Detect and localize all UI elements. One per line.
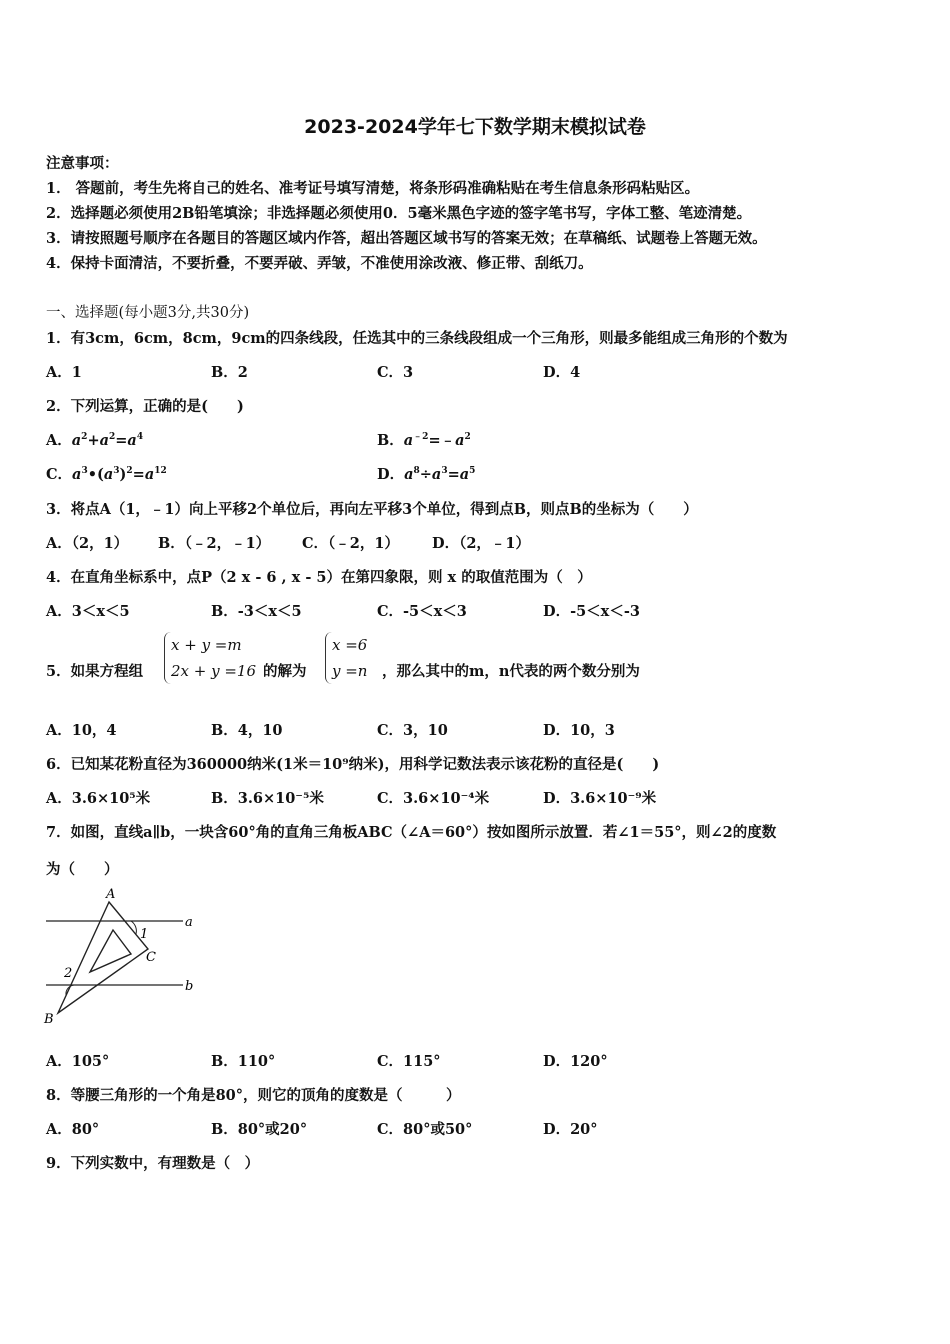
q5-suffix: ，那么其中的m，n代表的两个数分别为 <box>382 663 640 680</box>
q2-option-b-formula: $a^{﹣2}=﹣a^2$ <box>403 432 471 449</box>
q5-equation-1: x + y =m <box>171 636 242 654</box>
q8-option-d: D．20° <box>543 1121 598 1138</box>
q1-option-b: B．2 <box>211 364 248 381</box>
q2-stem: 2．下列运算，正确的是( ) <box>46 398 244 415</box>
label-A: A <box>106 887 116 902</box>
q5-option-b: B．4，10 <box>211 722 283 739</box>
notice-item-1: 1． 答题前，考生先将自己的姓名、准考证号填写清楚，将条形码准确粘贴在考生信息条形码粘贴区。 <box>46 180 700 197</box>
label-b: b <box>185 979 194 994</box>
q6-stem: 6．已知某花粉直径为360000纳米(1米＝10⁹纳米)，用科学记数法表示该花粉的直径是( ) <box>46 756 660 773</box>
q7-stem-line-1: 7．如图，直线a∥b，一块含60°角的直角三角板ABC（∠A＝60°）按如图所示放置．若∠1＝55°，则∠2的度数 <box>46 824 777 841</box>
q7-figure <box>40 885 210 1030</box>
q5-option-c: C．3，10 <box>377 722 448 739</box>
q6-option-a: A．3.6×10⁵米 <box>46 790 151 807</box>
q8-option-b: B．80°或20° <box>211 1121 308 1138</box>
label-angle-2: 2 <box>64 966 73 981</box>
q5-prefix: 5．如果方程组 <box>46 663 144 680</box>
q2-option-b-label: B． <box>377 432 404 449</box>
q7-stem-line-2: 为（ ） <box>46 861 119 878</box>
q4-option-a: A．3＜x＜5 <box>46 603 130 620</box>
q4-option-b: B．-3＜x＜5 <box>211 603 302 620</box>
q5-option-d: D．10，3 <box>543 722 615 739</box>
section-heading: 一、选择题(每小题3分,共30分) <box>46 305 250 321</box>
q5-solution-2: y =n <box>332 662 368 680</box>
q1-option-d: D．4 <box>543 364 581 381</box>
q4-stem: 4．在直角坐标系中，点P（2 x - 6 , x - 5）在第四象限，则 x 的取值范围为（ ） <box>46 569 592 586</box>
q8-option-c: C．80°或50° <box>377 1121 473 1138</box>
q5-middle: 的解为 <box>263 663 307 680</box>
q7-option-b: B．110° <box>211 1053 276 1070</box>
q6-option-b: B．3.6×10⁻⁵米 <box>211 790 324 807</box>
notice-item-4: 4．保持卡面清洁，不要折叠，不要弄破、弄皱，不准使用涂改液、修正带、刮纸刀。 <box>46 255 593 272</box>
q2-option-c-formula: $a^3•(a^3)^2=a^{12}$ <box>72 466 167 483</box>
outer-triangle <box>58 902 148 1013</box>
q6-option-d: D．3.6×10⁻⁹米 <box>543 790 657 807</box>
label-B: B <box>44 1012 54 1027</box>
q1-option-c: C．3 <box>377 364 414 381</box>
q4-option-c: C．-5＜x＜3 <box>377 603 467 620</box>
q8-option-a: A．80° <box>46 1121 100 1138</box>
q2-option-b <box>377 429 471 450</box>
notice-item-2: 2．选择题必须使用2B铅笔填涂；非选择题必须使用0．5毫米黑色字迹的签字笔书写，字体工整、笔迹清楚。 <box>46 205 752 222</box>
q9-stem: 9．下列实数中，有理数是（ ） <box>46 1155 260 1172</box>
page-title: 2023-2024学年七下数学期末模拟试卷 <box>304 116 646 138</box>
q2-option-d <box>377 463 475 484</box>
q2-option-a <box>46 429 143 450</box>
q2-option-d-label: D． <box>377 466 405 483</box>
q2-option-a-formula: $a^2+a^2=a^4$ <box>71 432 144 449</box>
notice-item-3: 3．请按照题号顺序在各题目的答题区域内作答，超出答题区域书写的答案无效；在草稿纸、试题卷上答题无效。 <box>46 230 767 247</box>
label-angle-1: 1 <box>140 927 149 942</box>
q7-option-c: C．115° <box>377 1053 441 1070</box>
q3-option-a: A．（2，1） <box>46 535 129 552</box>
q5-option-a: A．10，4 <box>46 722 117 739</box>
q8-stem: 8．等腰三角形的一个角是80°，则它的顶角的度数是（ ） <box>46 1087 461 1104</box>
q3-stem: 3．将点A（1，﹣1）向上平移2个单位后，再向左平移3个单位，得到点B，则点B的坐标为（ ） <box>46 501 698 518</box>
label-C: C <box>146 950 156 965</box>
q2-option-c-label: C． <box>46 466 73 483</box>
q5-solution-1: x =6 <box>332 636 368 654</box>
q6-option-c: C．3.6×10⁻⁴米 <box>377 790 490 807</box>
label-a: a <box>185 915 193 930</box>
q4-option-d: D．-5＜x＜-3 <box>543 603 640 620</box>
q5-solution-system <box>325 632 367 684</box>
q2-option-c <box>46 463 167 484</box>
q1-stem: 1．有3cm，6cm，8cm，9cm的四条线段，任选其中的三条线段组成一个三角形，则最多能组成三角形的个数为 <box>46 330 788 347</box>
q2-option-a-label: A． <box>46 432 72 449</box>
q3-option-d: D．（2，﹣1） <box>432 535 531 552</box>
q2-option-d-formula: $a^8\div a^3=a^5$ <box>404 466 476 483</box>
q5-equation-2: 2x + y =16 <box>171 662 257 680</box>
q1-option-a: A．1 <box>46 364 82 381</box>
q7-option-a: A．105° <box>46 1053 110 1070</box>
q7-option-d: D．120° <box>543 1053 608 1070</box>
q3-option-c: C．（﹣2，1） <box>302 535 399 552</box>
q5-equation-system <box>164 632 256 684</box>
q3-option-b: B．（﹣2，﹣1） <box>158 535 271 552</box>
notice-heading: 注意事项： <box>46 155 119 172</box>
